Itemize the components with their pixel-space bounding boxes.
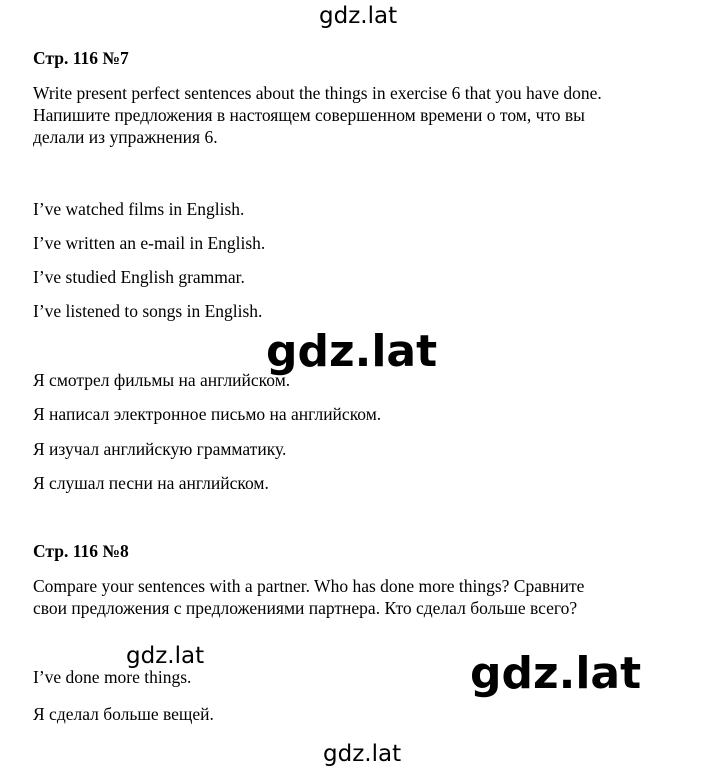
- english-sentence-3: I’ve studied English grammar.: [33, 267, 245, 287]
- watermark-bottom: gdz.lat: [323, 741, 402, 767]
- russian-sentence-1: Я смотрел фильмы на английском.: [33, 370, 291, 390]
- task-line: Compare your sentences with a partner. Who has done more things? Сравните: [33, 576, 585, 596]
- exercise-8-heading: Стр. 116 №8: [33, 541, 129, 561]
- watermark-small-left: gdz.lat: [126, 643, 205, 669]
- watermark-top: gdz.lat: [319, 3, 398, 29]
- russian-sentence-3: Я изучал английскую грамматику.: [33, 439, 287, 459]
- russian-sentence-2: Я написал электронное письмо на английском.: [33, 404, 382, 424]
- task-line: Напишите предложения в настоящем совершенном времени о том, что вы: [33, 105, 585, 125]
- watermark-large-right: gdz.lat: [470, 648, 642, 699]
- exercise-7-heading: Стр. 116 №7: [33, 48, 129, 68]
- task-line: Write present perfect sentences about the things in exercise 6 that you have done.: [33, 83, 602, 103]
- watermark-middle: gdz.lat: [266, 326, 438, 377]
- task-line: делали из упражнения 6.: [33, 127, 218, 147]
- exercise-8-task: [33, 575, 584, 619]
- task-line: свои предложения с предложениями партнера. Кто сделал больше всего?: [33, 598, 578, 618]
- russian-sentence-4: Я слушал песни на английском.: [33, 473, 269, 493]
- exercise-7-task: [33, 82, 602, 148]
- answer-russian: Я сделал больше вещей.: [33, 704, 214, 724]
- english-sentence-1: I’ve watched films in English.: [33, 199, 245, 219]
- english-sentence-4: I’ve listened to songs in English.: [33, 301, 263, 321]
- answer-english: I’ve done more things.: [33, 667, 192, 687]
- english-sentence-2: I’ve written an e-mail in English.: [33, 233, 266, 253]
